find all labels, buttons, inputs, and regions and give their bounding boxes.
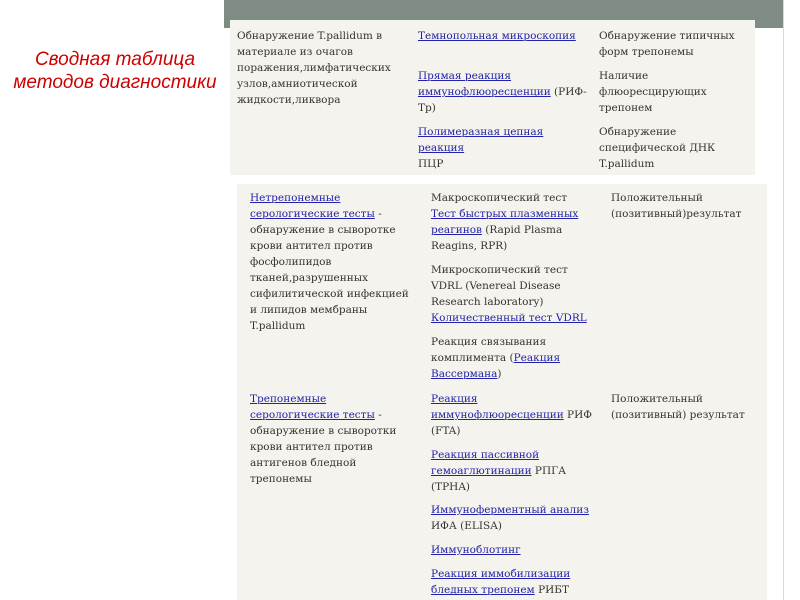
direct-immunofluorescence-link[interactable]: Прямая реакция иммунофлюоресценции [418,70,551,98]
pcr-link[interactable]: Полимеразная цепная реакция [418,126,544,154]
slide-title: Сводная таблица методов диагностики [13,49,217,93]
treponemal-test-5: Реакция иммобилизации бледных трепонем РИБТ [431,568,571,596]
nontreponemal-test-1: Макроскопический тест Тест быстрых плазменных реагинов (Rapid Plasma Reagins, RPR) [431,192,579,252]
nontreponemal-tests-link[interactable]: Нетрепонемные серологические тесты [250,192,375,220]
treponemal-tests-link[interactable]: Трепонемные серологические тесты [250,393,375,421]
rpr-test-link[interactable]: Тест быстрых плазменных реагинов [431,208,579,236]
treponemal-test-3: Иммуноферментный анализ ИФА (ELISA) [431,504,589,532]
table1-method-3[interactable]: Полимеразная цепная реакция ПЦР [418,126,544,170]
treponemal-test-2: Реакция пассивной гемоаглютинации РПГА (TPHA) [431,449,567,493]
table1-result-1: Обнаружение типичных форм трепонемы [599,30,735,58]
tpi-test-link[interactable]: Реакция иммобилизации бледных трепонем [431,568,571,596]
wassermann-reaction-link[interactable]: Реакция Вассермана [431,352,561,380]
table1-method-2[interactable]: Прямая реакция иммунофлюоресценции (РИФ-Тр) [418,70,587,114]
treponemal-group: Трепонемные серологические тесты - обнаружение в сыворотки крови антител против антигенов бледной трепонемы [250,393,397,485]
table1-result-3: Обнаружение специфической ДНК T.pallidum [599,126,716,170]
tpha-test-link[interactable]: Реакция пассивной гемоаглютинации [431,449,540,477]
fta-test-link[interactable]: Реакция иммунофлюоресценции [431,393,564,421]
table1-method-1[interactable] [418,28,588,44]
nontreponemal-result: Положительный (позитивный)результат [611,192,742,220]
nontreponemal-test-3: Реакция связывания комплимента (Реакция Вассермана) [431,336,561,380]
table1-row-header: Обнаружение T.pallidum в материале из очагов поражения,лимфатических узлов,амниотической жидкости,ликвора [237,30,391,106]
nontreponemal-group: Нетрепонемные серологические тесты - обнаружение в сыворотке крови антител против фосфолипидов тканей,разрушенных сифилитической инфекцией и липидов мембраны T.pallidum [250,192,409,332]
elisa-test-link[interactable]: Иммуноферментный анализ [431,504,589,516]
nontreponemal-test-2: Микроскопический тест VDRL (Venereal Disease Research laboratory) Количественный тест VDRL [431,264,587,324]
treponemal-test-4 [431,542,596,558]
treponemal-test-1: Реакция иммунофлюоресценции РИФ (FTA) [431,393,592,437]
darkfield-microscopy-link[interactable]: Темнопольная микроскопия [418,30,576,42]
immunoblot-link[interactable]: Иммуноблотинг [431,544,521,556]
table1-result-2: Наличие флюоресцирующих трепонем [599,70,707,114]
right-divider [783,0,784,600]
treponemal-result: Положительный (позитивный) результат [611,393,745,421]
vdrl-test-link[interactable]: Количественный тест VDRL [431,312,587,324]
